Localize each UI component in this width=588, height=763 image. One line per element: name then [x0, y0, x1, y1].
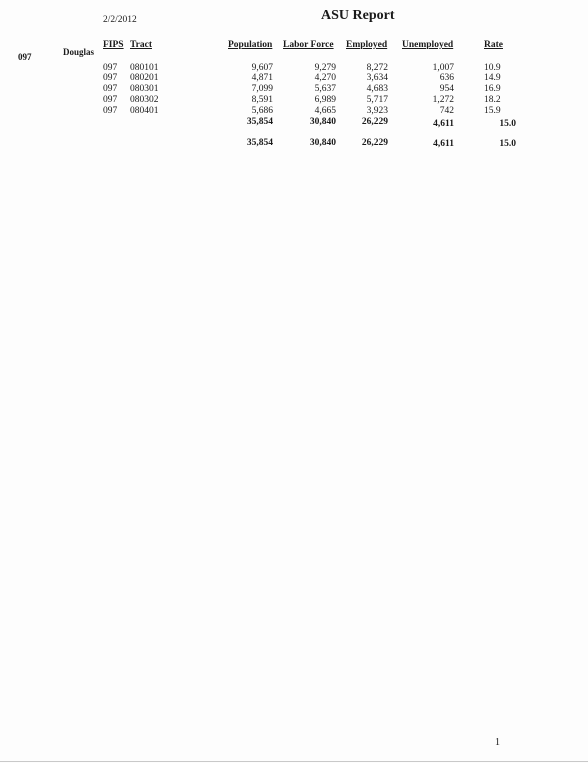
row-employed: 8,272: [366, 63, 388, 73]
grand-total-unemployed: 4,611: [433, 139, 454, 149]
row-unemployed: 1,007: [432, 63, 454, 73]
row-employed: 3,634: [366, 73, 388, 83]
row-fips: 097: [103, 73, 118, 83]
row-fips: 097: [103, 95, 118, 105]
row-unemployed: 954: [439, 84, 454, 94]
row-rate: 16.9: [484, 84, 501, 94]
row-fips: 097: [103, 63, 118, 73]
row-employed: 5,717: [366, 95, 388, 105]
row-unemployed: 742: [439, 106, 454, 116]
header-rate: Rate: [484, 40, 503, 50]
row-labor-force: 5,637: [314, 84, 336, 94]
row-tract: 080201: [130, 73, 159, 83]
header-unemployed: Unemployed: [402, 40, 454, 50]
header-fips: FIPS: [103, 40, 124, 50]
row-tract: 080101: [130, 63, 159, 73]
row-unemployed: 636: [439, 73, 454, 83]
header-labor-force: Labor Force: [283, 40, 334, 50]
grand-total-labor-force: 30,840: [309, 138, 336, 148]
subtotal-employed: 26,229: [361, 117, 388, 127]
row-unemployed: 1,272: [432, 95, 454, 105]
header-employed: Employed: [346, 40, 388, 50]
row-labor-force: 9,279: [314, 63, 336, 73]
header-tract: Tract: [130, 40, 152, 50]
row-labor-force: 6,989: [314, 95, 336, 105]
grand-total-population: 35,854: [246, 138, 273, 148]
row-rate: 15.9: [484, 106, 501, 116]
row-fips: 097: [103, 106, 118, 116]
page-bottom-edge: [0, 761, 588, 762]
page-number: 1: [495, 737, 500, 748]
row-population: 9,607: [251, 63, 273, 73]
row-population: 8,591: [251, 95, 273, 105]
row-employed: 4,683: [366, 84, 388, 94]
row-population: 5,686: [251, 106, 273, 116]
county-code: 097: [18, 52, 32, 62]
row-tract: 080301: [130, 84, 159, 94]
row-employed: 3,923: [366, 106, 388, 116]
subtotal-rate: 15.0: [499, 119, 516, 129]
subtotal-population: 35,854: [246, 117, 273, 127]
county-name: Douglas: [63, 47, 95, 57]
report-date: 2/2/2012: [103, 15, 137, 25]
report-title: ASU Report: [321, 8, 395, 23]
row-labor-force: 4,665: [314, 106, 336, 116]
row-rate: 14.9: [484, 73, 501, 83]
row-rate: 18.2: [484, 95, 501, 105]
row-tract: 080302: [130, 95, 159, 105]
row-population: 7,099: [251, 84, 273, 94]
row-rate: 10.9: [484, 63, 501, 73]
subtotal-unemployed: 4,611: [433, 119, 454, 129]
grand-total-rate: 15.0: [499, 139, 516, 149]
row-fips: 097: [103, 84, 118, 94]
row-labor-force: 4,270: [314, 73, 336, 83]
subtotal-labor-force: 30,840: [309, 117, 336, 127]
header-population: Population: [228, 40, 273, 50]
row-tract: 080401: [130, 106, 159, 116]
row-population: 4,871: [251, 73, 273, 83]
grand-total-employed: 26,229: [361, 138, 388, 148]
